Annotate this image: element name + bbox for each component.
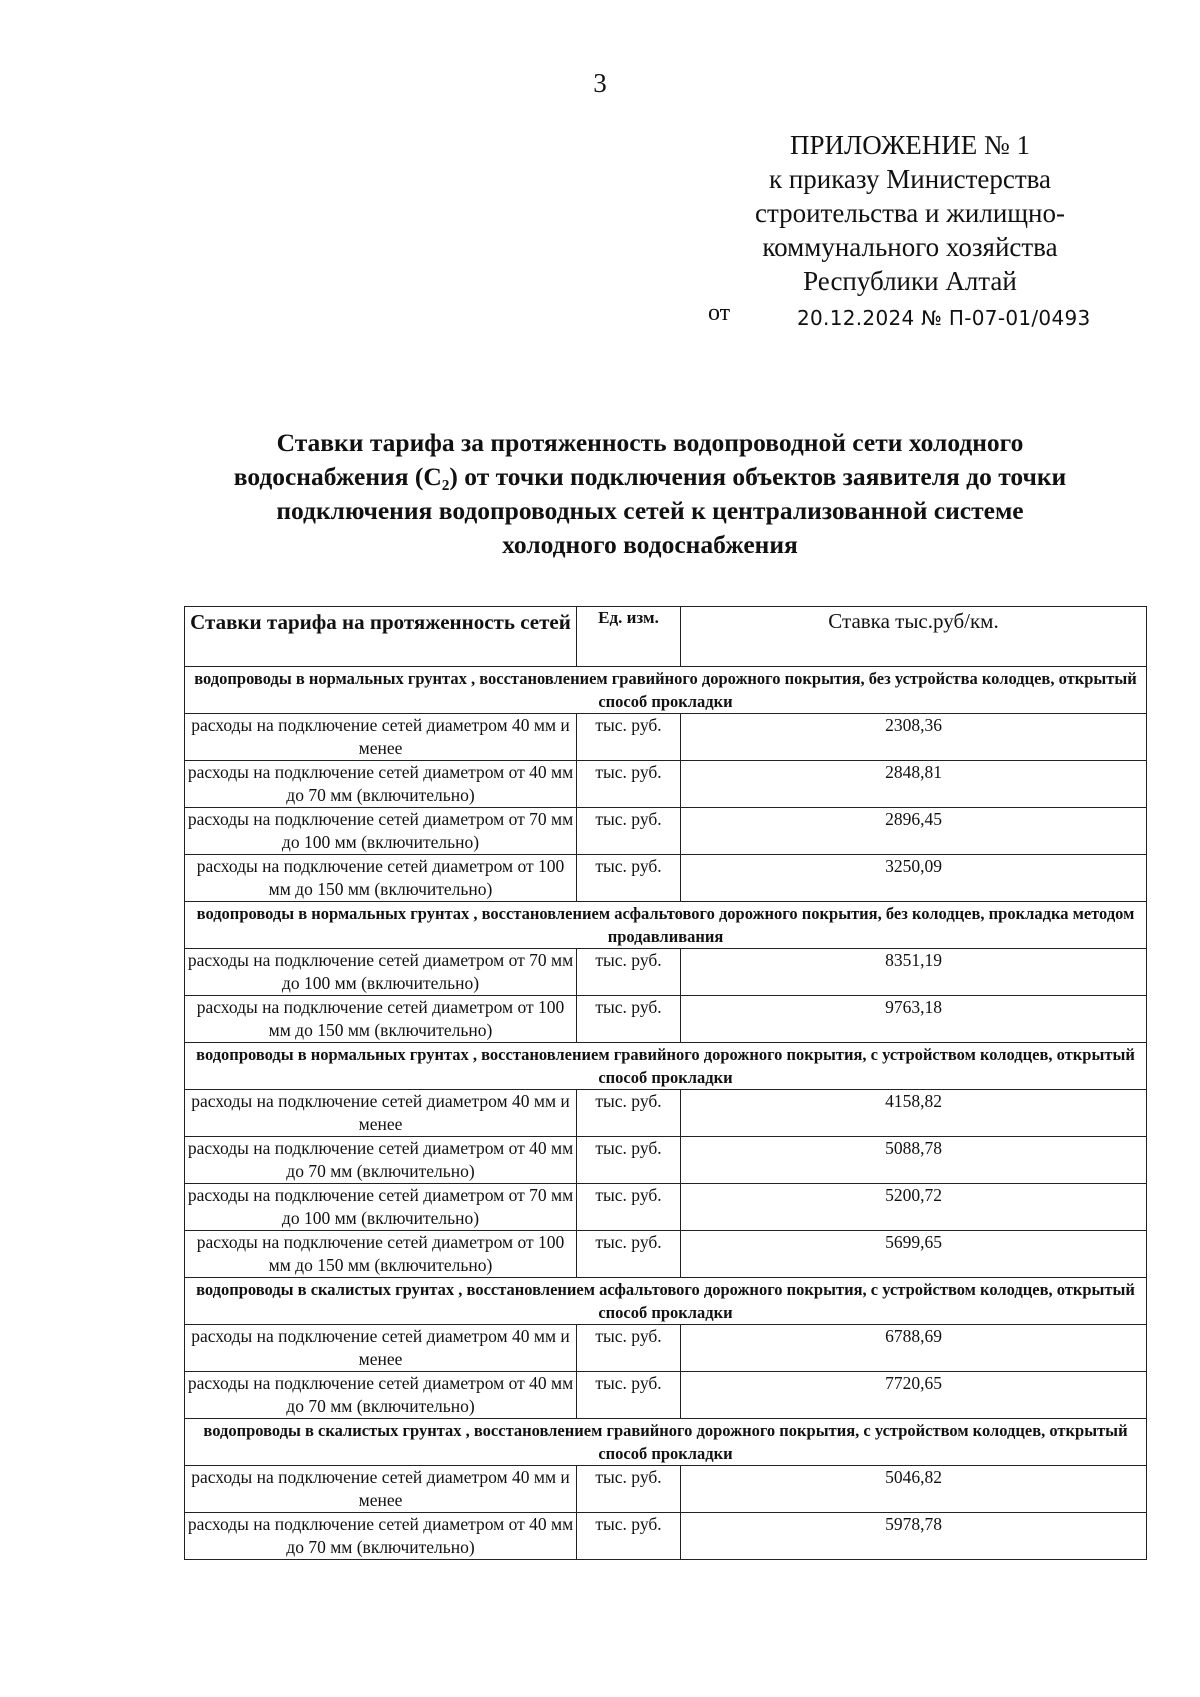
row-unit: тыс. руб. bbox=[577, 808, 681, 855]
row-name: расходы на подключение сетей диаметром от 70 мм до 100 мм (включительно) bbox=[185, 1184, 577, 1231]
section-row bbox=[185, 1043, 1147, 1090]
title-line: подключения водопроводных сетей к централизованной системе bbox=[276, 496, 1024, 525]
row-unit: тыс. руб. bbox=[577, 761, 681, 808]
section-title: водопроводы в скалистых грунтах , восстановлением асфальтового дорожного покрытия, с устройством колодцев, открытый способ прокладки bbox=[185, 1278, 1147, 1325]
row-name: расходы на подключение сетей диаметром от 40 мм до 70 мм (включительно) bbox=[185, 1137, 577, 1184]
title-line: водоснабжения (С₂) от точки подключения объектов заявителя до точки bbox=[233, 462, 1067, 491]
table-row bbox=[185, 1137, 1147, 1184]
row-name: расходы на подключение сетей диаметром 40 мм и менее bbox=[185, 1090, 577, 1137]
row-rate: 4158,82 bbox=[681, 1090, 1147, 1137]
section-title: водопроводы в нормальных грунтах , восстановлением асфальтового дорожного покрытия, без колодцев, прокладка методом продавливания bbox=[185, 902, 1147, 949]
row-rate: 5699,65 bbox=[681, 1231, 1147, 1278]
row-unit: тыс. руб. bbox=[577, 1184, 681, 1231]
section-row bbox=[185, 1419, 1147, 1466]
section-row bbox=[185, 902, 1147, 949]
section-title: водопроводы в скалистых грунтах , восстановлением гравийного дорожного покрытия, с устройством колодцев, открытый способ прокладки bbox=[185, 1419, 1147, 1466]
table-row bbox=[185, 714, 1147, 761]
row-rate: 5200,72 bbox=[681, 1184, 1147, 1231]
tariff-table-body bbox=[185, 667, 1147, 1560]
appendix-line: коммунального хозяйства bbox=[762, 232, 1058, 262]
row-rate: 2308,36 bbox=[681, 714, 1147, 761]
row-rate: 5978,78 bbox=[681, 1513, 1147, 1560]
row-name: расходы на подключение сетей диаметром от 100 мм до 150 мм (включительно) bbox=[185, 1231, 577, 1278]
title-line: холодного водоснабжения bbox=[502, 530, 798, 559]
row-unit: тыс. руб. bbox=[577, 855, 681, 902]
section-row bbox=[185, 1278, 1147, 1325]
table-row bbox=[185, 1184, 1147, 1231]
row-name: расходы на подключение сетей диаметром от 100 мм до 150 мм (включительно) bbox=[185, 855, 577, 902]
appendix-line: Республики Алтай bbox=[803, 266, 1017, 296]
row-unit: тыс. руб. bbox=[577, 996, 681, 1043]
row-name: расходы на подключение сетей диаметром 40 мм и менее bbox=[185, 1466, 577, 1513]
table-row bbox=[185, 1090, 1147, 1137]
table-row bbox=[185, 949, 1147, 996]
row-name: расходы на подключение сетей диаметром от 40 мм до 70 мм (включительно) bbox=[185, 761, 577, 808]
row-rate: 3250,09 bbox=[681, 855, 1147, 902]
row-rate: 8351,19 bbox=[681, 949, 1147, 996]
appendix-line: строительства и жилищно- bbox=[755, 198, 1065, 228]
section-title: водопроводы в нормальных грунтах , восстановлением гравийного дорожного покрытия, без устройства колодцев, открытый способ прокладки bbox=[185, 667, 1147, 714]
appendix-heading: ПРИЛОЖЕНИЕ № 1 bbox=[789, 130, 1031, 160]
table-row bbox=[185, 1231, 1147, 1278]
table-row bbox=[185, 1325, 1147, 1372]
table-row bbox=[185, 808, 1147, 855]
appendix-block bbox=[740, 128, 1080, 298]
row-rate: 6788,69 bbox=[681, 1325, 1147, 1372]
row-unit: тыс. руб. bbox=[577, 1137, 681, 1184]
section-title: водопроводы в нормальных грунтах , восстановлением гравийного дорожного покрытия, с устройством колодцев, открытый способ прокладки bbox=[185, 1043, 1147, 1090]
row-unit: тыс. руб. bbox=[577, 949, 681, 996]
row-name: расходы на подключение сетей диаметром от 40 мм до 70 мм (включительно) bbox=[185, 1513, 577, 1560]
table-row bbox=[185, 1372, 1147, 1419]
row-name: расходы на подключение сетей диаметром 40 мм и менее bbox=[185, 1325, 577, 1372]
row-unit: тыс. руб. bbox=[577, 1325, 681, 1372]
section-row bbox=[185, 667, 1147, 714]
row-name: расходы на подключение сетей диаметром от 70 мм до 100 мм (включительно) bbox=[185, 808, 577, 855]
row-name: расходы на подключение сетей диаметром от 70 мм до 100 мм (включительно) bbox=[185, 949, 577, 996]
row-name: расходы на подключение сетей диаметром от 40 мм до 70 мм (включительно) bbox=[185, 1372, 577, 1419]
order-reference: 20.12.2024 № П-07-01/0493 bbox=[797, 306, 1091, 330]
row-unit: тыс. руб. bbox=[577, 1372, 681, 1419]
header-name: Ставки тарифа на протяженность сетей bbox=[185, 607, 577, 667]
table-row bbox=[185, 996, 1147, 1043]
title-line: Ставки тарифа за протяженность водопроводной сети холодного bbox=[276, 428, 1024, 457]
row-unit: тыс. руб. bbox=[577, 1466, 681, 1513]
row-rate: 7720,65 bbox=[681, 1372, 1147, 1419]
table-row bbox=[185, 761, 1147, 808]
appendix-line: к приказу Министерства bbox=[768, 164, 1052, 194]
row-rate: 5046,82 bbox=[681, 1466, 1147, 1513]
row-rate: 5088,78 bbox=[681, 1137, 1147, 1184]
tariff-table bbox=[184, 606, 1147, 1560]
row-name: расходы на подключение сетей диаметром 40 мм и менее bbox=[185, 714, 577, 761]
row-name: расходы на подключение сетей диаметром от 100 мм до 150 мм (включительно) bbox=[185, 996, 577, 1043]
row-rate: 2848,81 bbox=[681, 761, 1147, 808]
row-unit: тыс. руб. bbox=[577, 1090, 681, 1137]
header-rate: Ставка тыс.руб/км. bbox=[681, 607, 1147, 667]
header-unit: Ед. изм. bbox=[577, 607, 681, 667]
table-row bbox=[185, 1466, 1147, 1513]
table-row bbox=[185, 855, 1147, 902]
row-unit: тыс. руб. bbox=[577, 714, 681, 761]
row-unit: тыс. руб. bbox=[577, 1231, 681, 1278]
page-number: 3 bbox=[593, 68, 607, 98]
table-row bbox=[185, 1513, 1147, 1560]
row-rate: 2896,45 bbox=[681, 808, 1147, 855]
row-rate: 9763,18 bbox=[681, 996, 1147, 1043]
document-title bbox=[170, 426, 1130, 562]
row-unit: тыс. руб. bbox=[577, 1513, 681, 1560]
table-header-row bbox=[185, 607, 1147, 667]
from-label: от bbox=[708, 300, 731, 326]
